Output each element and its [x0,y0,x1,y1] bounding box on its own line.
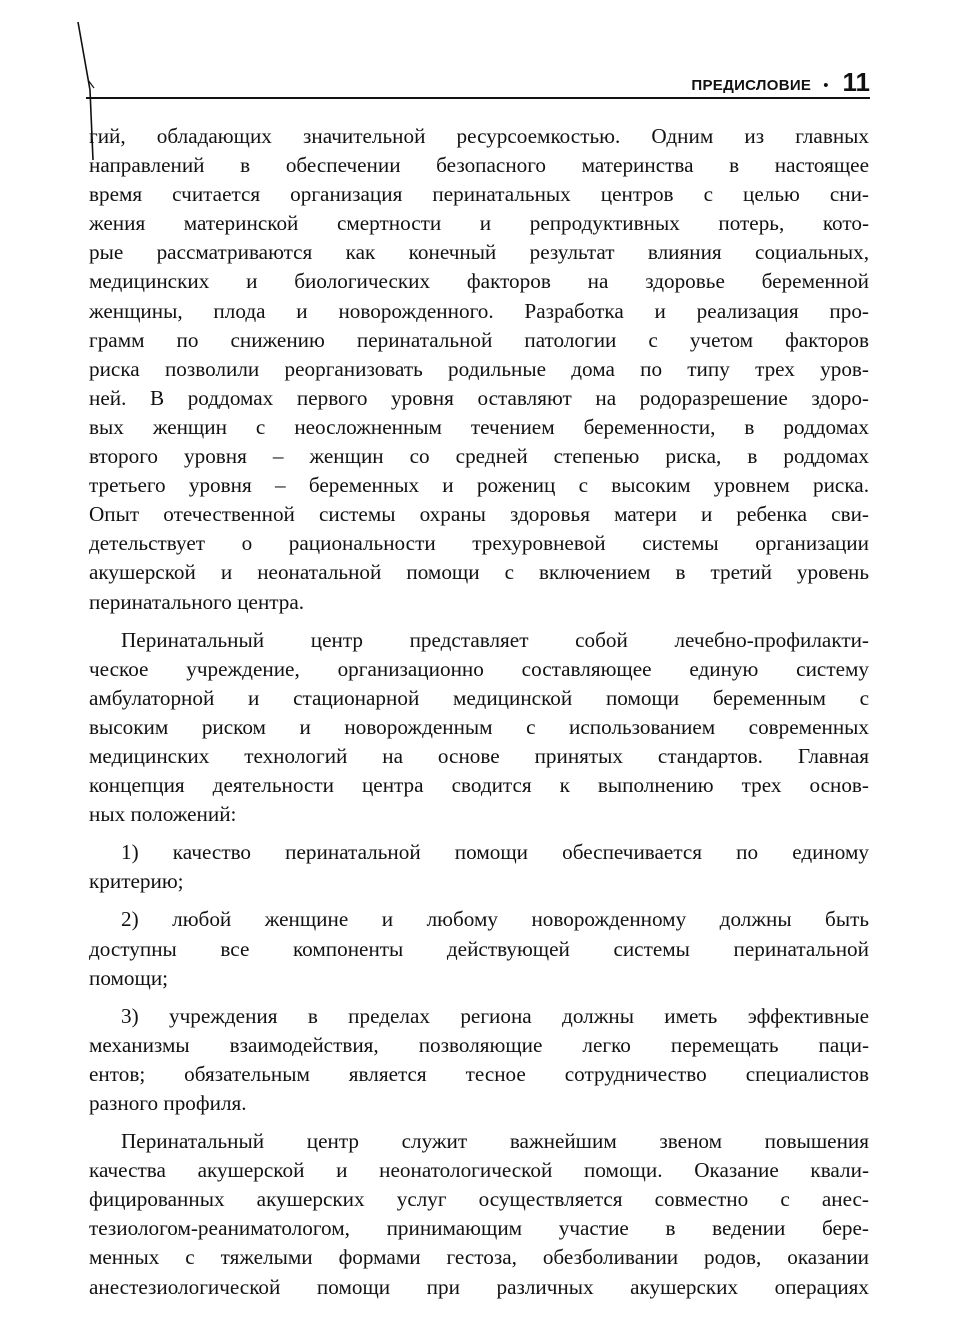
text-line: направлений в обеспечении безопасного материнства в настоящее [89,153,869,178]
page-header [86,66,870,99]
header-separator: • [823,77,829,94]
text-line: Перинатальный центр служит важнейшим звеном повышения [121,1129,869,1154]
paragraph-1 [89,122,869,617]
text-line: женщины, плода и новорожденного. Разработка и реализация про- [89,298,869,323]
text-line: критерию; [89,869,184,894]
text-line: фицированных акушерских услуг осуществляется совместно с анес- [89,1187,869,1212]
body-text [89,122,869,1302]
text-line: 1) качество перинатальной помощи обеспечивается по единому [121,840,869,865]
text-line: концепция деятельности центра сводится к выполнению трех основ- [89,773,869,798]
paragraph-3 [89,1127,869,1302]
running-head: ПРЕДИСЛОВИЕ [691,77,812,94]
text-line: второго уровня – женщин со средней степенью риска, в роддомах [89,444,869,469]
text-line: рые рассматриваются как конечный результат влияния социальных, [89,240,869,265]
text-line: менных с тяжелыми формами гестоза, обезболивании родов, оказании [89,1245,869,1270]
text-line: Перинатальный центр представляет собой лечебно-профилакти- [121,627,869,652]
text-line: Опыт отечественной системы охраны здоровья матери и ребенка сви- [89,502,869,527]
text-line: гий, обладающих значительной ресурсоемкостью. Одним из главных [89,124,869,148]
text-line: тезиологом-реаниматологом, принимающим участие в ведении бере- [89,1216,869,1241]
text-line: механизмы взаимодействия, позволяющие легко перемещать паци- [89,1032,869,1057]
text-line: разного профиля. [89,1091,247,1115]
page-number: 11 [842,67,870,97]
paragraph-2 [89,626,869,830]
text-line: грамм по снижению перинатальной патологии с учетом факторов [89,327,869,352]
text-line: анестезиологической помощи при различных акушерских операциях [89,1274,869,1299]
text-line: высоким риском и новорожденным с использованием современных [89,714,869,739]
text-line: третьего уровня – беременных и рожениц с высоким уровнем риска. [89,473,869,498]
text-line: ней. В роддомах первого уровня оставляют на родоразрешение здоро- [89,385,869,410]
text-line: жения материнской смертности и репродуктивных потерь, кото- [89,211,869,236]
list-item-1 [89,838,869,896]
text-line: ных положений: [89,802,237,827]
text-line: медицинских технологий на основе принятых стандартов. Главная [89,743,869,768]
text-line: амбулаторной и стационарной медицинской помощи беременным с [89,685,869,710]
text-line: вых женщин с неосложненным течением беременности, в роддомах [89,414,869,439]
text-line: ентов; обязательным является тесное сотрудничество специалистов [89,1061,869,1086]
text-line: ческое учреждение, организационно составляющее единую систему [89,656,869,681]
list-item-3 [89,1002,869,1118]
text-line: время считается организация перинатальных центров с целью сни- [89,182,869,207]
text-line: перинатального центра. [89,589,305,614]
text-line: 2) любой женщине и любому новорожденному должны быть [121,907,869,932]
text-line: качества акушерской и неонатологической помощи. Оказание квали- [89,1158,869,1183]
list-item-2 [89,905,869,992]
text-line: доступны все компоненты действующей системы перинатальной [89,936,869,961]
text-line: детельствует о рациональности трехуровневой системы организации [89,531,869,556]
text-line: акушерской и неонатальной помощи с включением в третий уровень [89,560,869,585]
text-line: риска позволили реорганизовать родильные дома по типу трех уров- [89,356,869,381]
text-line: медицинских и биологических факторов на здоровье беременной [89,269,869,294]
text-line: помощи; [89,965,169,990]
text-line: 3) учреждения в пределах региона должны иметь эффективные [121,1003,869,1028]
